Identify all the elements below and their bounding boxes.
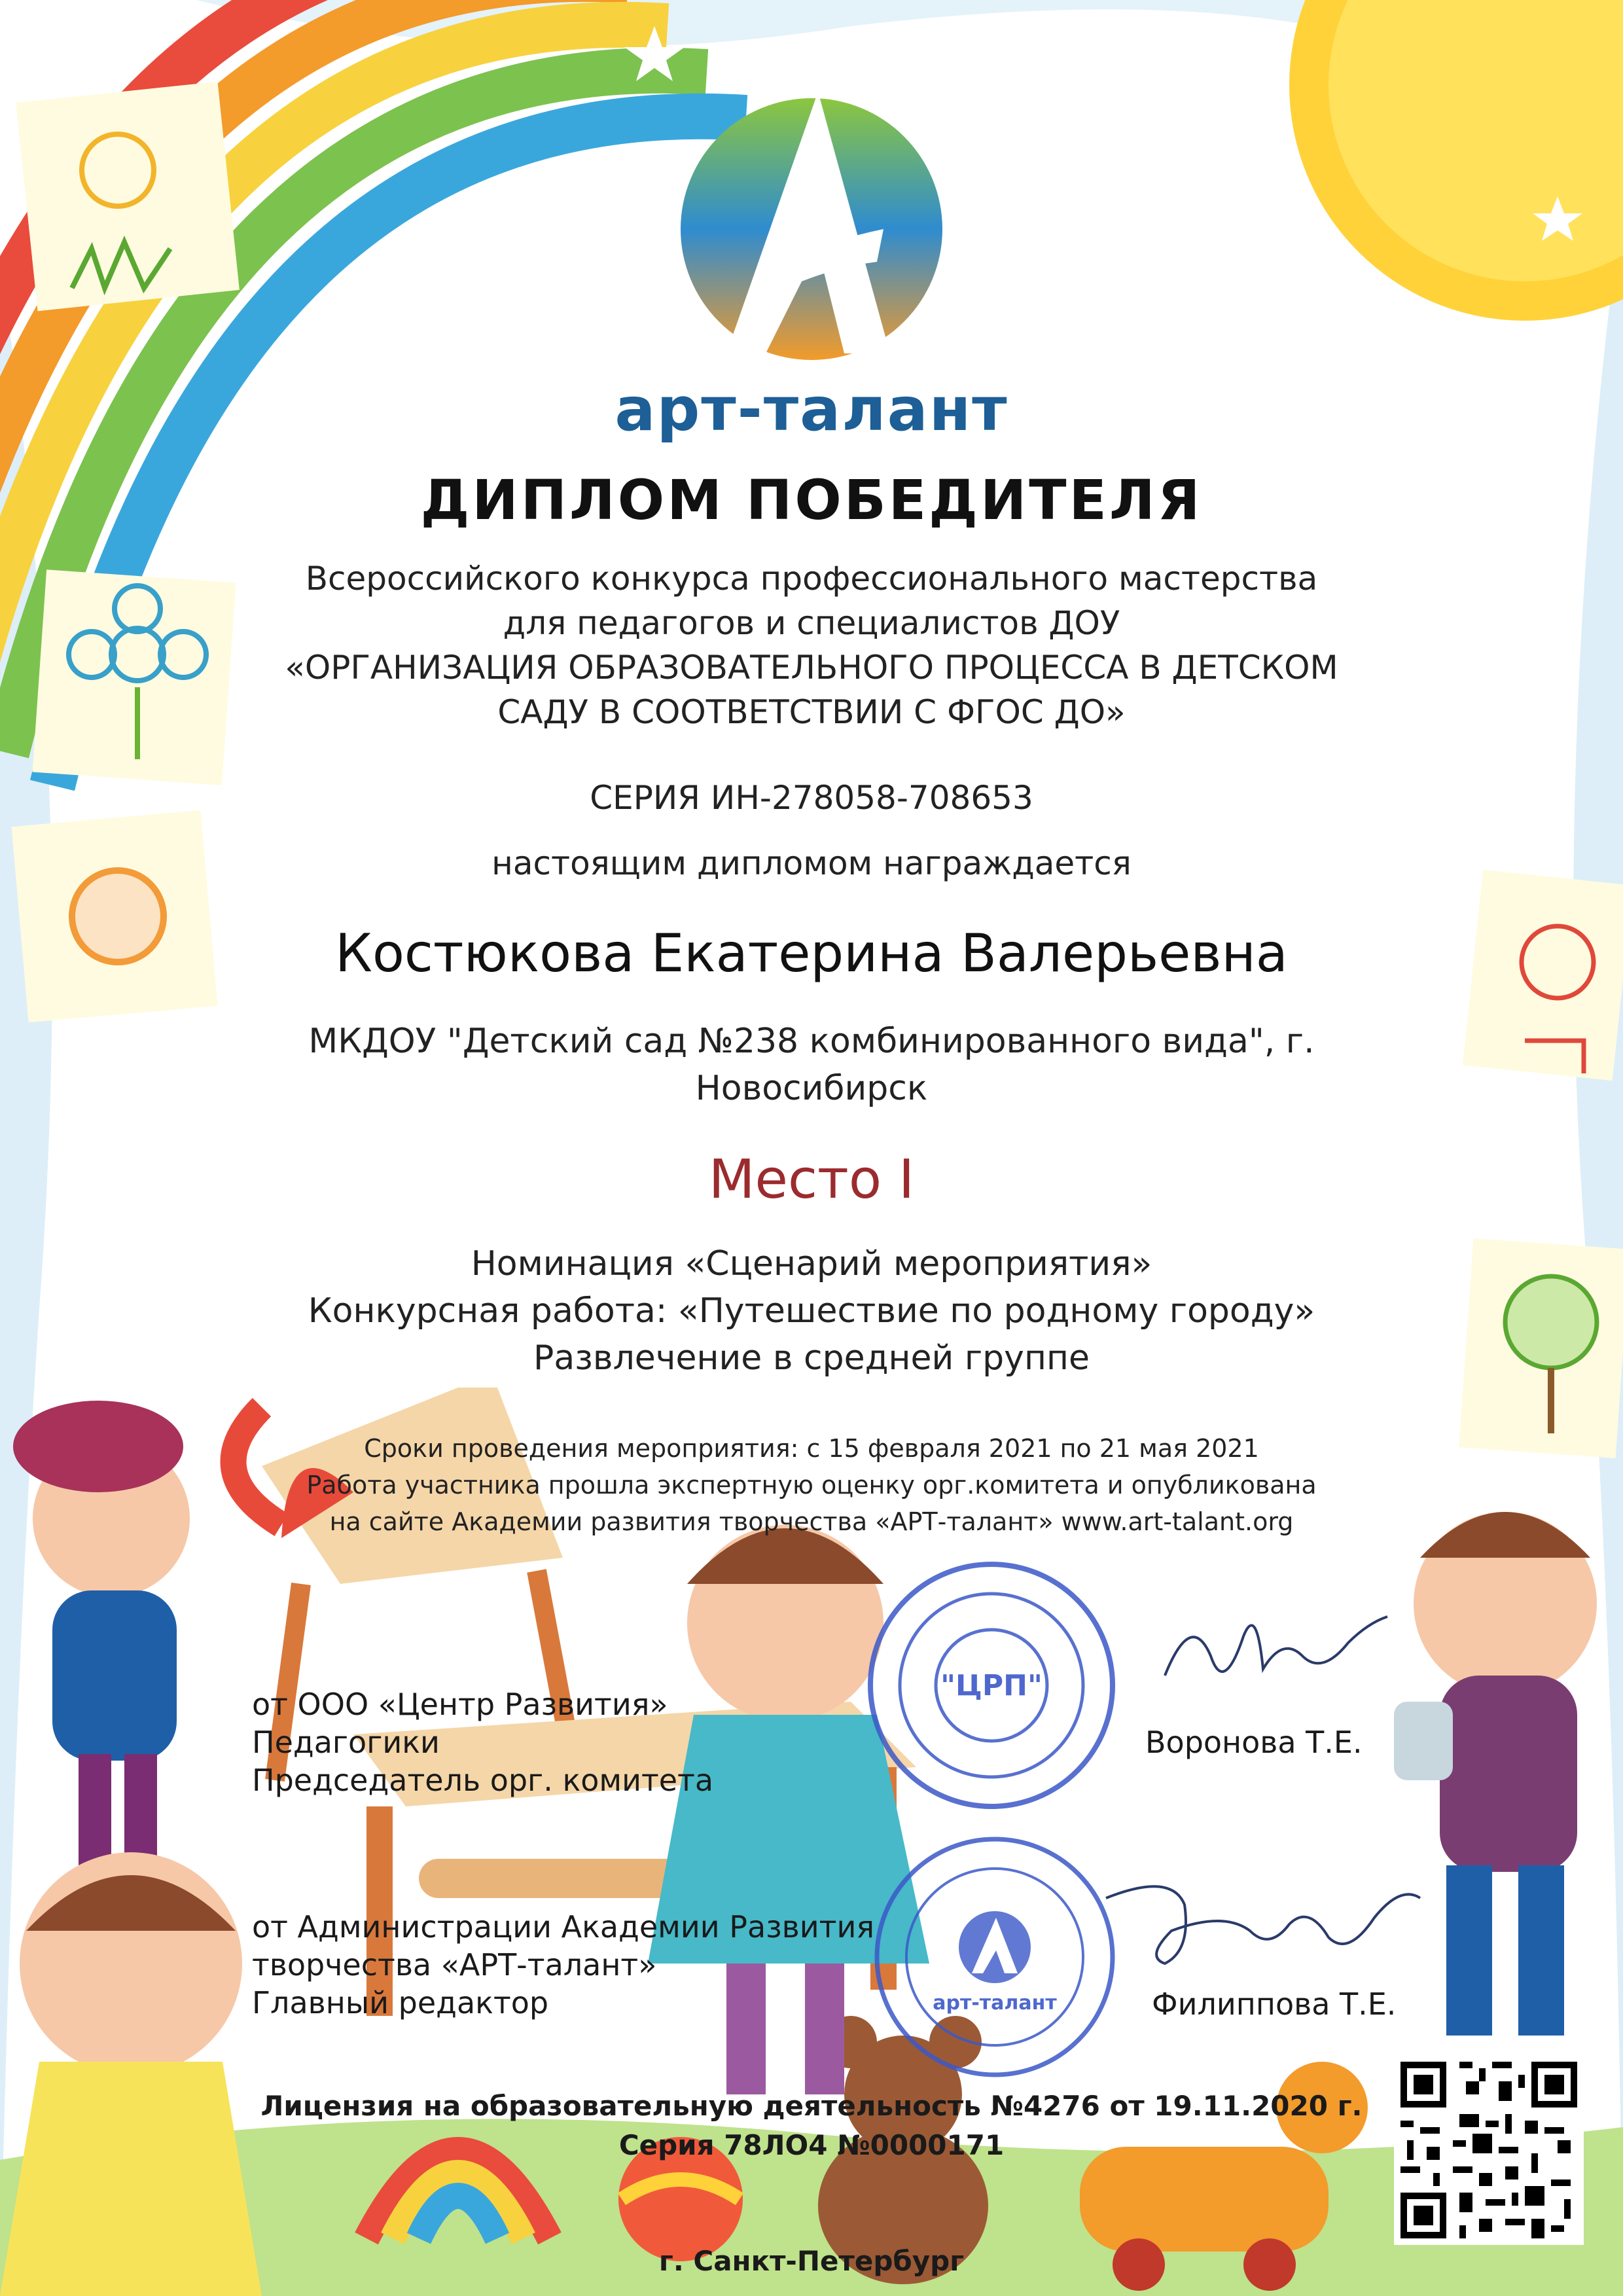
stamp-art-talant bbox=[870, 1833, 1119, 2081]
nomination-line: Развлечение в средней группе bbox=[533, 1338, 1090, 1378]
city: г. Санкт-Петербург bbox=[658, 2245, 965, 2277]
qr-code bbox=[1394, 2055, 1584, 2245]
contest-line: САДУ В СООТВЕТСТВИИ С ФГОС ДО» bbox=[497, 693, 1126, 731]
sticky-note-sun-2 bbox=[11, 810, 217, 1022]
stamp-art-talant-text: арт-талант bbox=[933, 1992, 1057, 2015]
nomination-line: Номинация «Сценарий мероприятия» bbox=[471, 1244, 1152, 1283]
signature1-line: от ООО «Центр Развития» Педагогики bbox=[252, 1687, 668, 1760]
contest-line: Всероссийского конкурса профессионального мастерства bbox=[305, 560, 1318, 598]
sticky-note-sun bbox=[16, 82, 240, 312]
signature-block-1 bbox=[252, 1685, 841, 1799]
nomination-line: Конкурсная работа: «Путешествие по родному городу» bbox=[308, 1291, 1315, 1331]
signature-filippova bbox=[1093, 1859, 1433, 1990]
info-line: на сайте Академии развития творчества «АРТ-талант» www.art-talant.org bbox=[329, 1507, 1294, 1536]
license-line: Лицензия на образовательную деятельность №4276 от 19.11.2020 г. bbox=[260, 2090, 1363, 2122]
diploma-title: ДИПЛОМ ПОБЕДИТЕЛЯ bbox=[420, 468, 1203, 532]
organization-line: Новосибирск bbox=[695, 1069, 928, 1108]
signature-block-2 bbox=[252, 1908, 880, 2022]
place-award: Место I bbox=[708, 1149, 915, 1211]
signature-voronova bbox=[1152, 1597, 1400, 1721]
nomination-block bbox=[0, 1240, 1623, 1382]
license-block bbox=[0, 2087, 1623, 2165]
contest-line: для педагогов и специалистов ДОУ bbox=[503, 604, 1120, 642]
logo-text: арт-талант bbox=[615, 374, 1008, 444]
art-talant-logo bbox=[668, 79, 955, 367]
stamp-crp-text: "ЦРП" bbox=[940, 1669, 1043, 1702]
signature2-line: от Администрации Академии Развития bbox=[252, 1909, 875, 1945]
organization-line: МКДОУ "Детский сад №238 комбинированного вида", г. bbox=[308, 1022, 1315, 1061]
contest-line: «ОРГАНИЗАЦИЯ ОБРАЗОВАТЕЛЬНОГО ПРОЦЕССА В ДЕТСКОМ bbox=[285, 649, 1338, 687]
organization bbox=[0, 1018, 1623, 1112]
contest-description bbox=[0, 556, 1623, 734]
signature2-line: творчества «АРТ-талант» bbox=[252, 1947, 657, 1982]
info-block bbox=[0, 1430, 1623, 1540]
awarded-text: настоящим дипломом награждается bbox=[491, 844, 1132, 882]
signature1-name: Воронова Т.Е. bbox=[1145, 1725, 1363, 1760]
child-bottom-left-girl bbox=[0, 1852, 262, 2296]
info-line: Сроки проведения мероприятия: с 15 февраля 2021 по 21 мая 2021 bbox=[364, 1434, 1259, 1463]
recipient-name: Костюкова Екатерина Валерьевна bbox=[335, 923, 1288, 984]
signature2-line: Главный редактор bbox=[252, 1985, 549, 2020]
signature2-name: Филиппова Т.Е. bbox=[1152, 1986, 1397, 2022]
signature1-line: Председатель орг. комитета bbox=[252, 1763, 714, 1798]
info-line: Работа участника прошла экспертную оценку орг.комитета и опубликована bbox=[306, 1471, 1317, 1499]
stamp-crp bbox=[864, 1558, 1119, 1813]
license-line: Серия 78ЛО4 №0000171 bbox=[618, 2129, 1005, 2161]
series-number: СЕРИЯ ИН-278058-708653 bbox=[590, 779, 1033, 817]
